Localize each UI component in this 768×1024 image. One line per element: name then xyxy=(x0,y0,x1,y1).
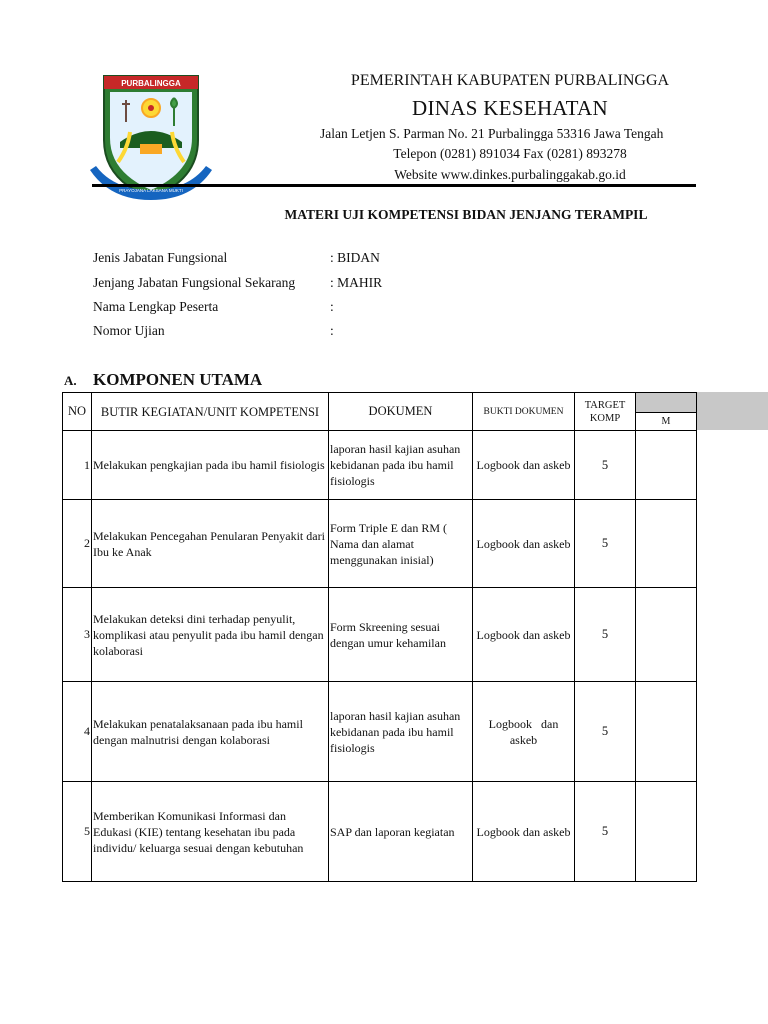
row-butir: Memberikan Komunikasi Informasi dan Edukasi (KIE) tentang kesehatan ibu pada individu/ keluarga sesuai dengan kebutuhan xyxy=(92,782,329,882)
field-value-nama-peserta: : xyxy=(330,299,334,314)
row-m-cell xyxy=(636,588,697,682)
header-dokumen: DOKUMEN xyxy=(329,393,473,431)
website: Website www.dinkes.purbalinggakab.go.id xyxy=(394,167,626,182)
header-no: NO xyxy=(63,393,92,431)
row-bukti: Logbook dan askeb xyxy=(473,431,575,500)
table-row xyxy=(63,588,697,682)
row-number: 1 xyxy=(63,431,92,500)
row-number: 3 xyxy=(63,588,92,682)
field-value-jenis-jabatan: : BIDAN xyxy=(330,250,380,265)
row-bukti: Logbook dan askeb xyxy=(473,588,575,682)
row-dokumen: laporan hasil kajian asuhan kebidanan pada ibu hamil fisiologis xyxy=(329,431,473,500)
row-bukti: Logbook dan askeb xyxy=(473,682,575,782)
logo-text: PURBALINGGA xyxy=(121,79,181,88)
address: Jalan Letjen S. Parman No. 21 Purbalingga 53316 Jawa Tengah xyxy=(320,126,664,141)
row-m-cell xyxy=(636,500,697,588)
row-target: 5 xyxy=(575,500,636,588)
field-label-jenis-jabatan: Jenis Jabatan Fungsional xyxy=(93,250,228,265)
table-row xyxy=(63,500,697,588)
row-butir: Melakukan penatalaksanaan pada ibu hamil dengan malnutrisi dengan kolaborasi xyxy=(92,682,329,782)
row-m-cell xyxy=(636,782,697,882)
header-target-komp: TARGET KOMP xyxy=(575,393,636,431)
header-divider xyxy=(92,184,696,187)
department-name: DINAS KESEHATAN xyxy=(412,96,608,120)
row-target: 5 xyxy=(575,682,636,782)
row-target: 5 xyxy=(575,782,636,882)
row-butir: Melakukan deteksi dini terhadap penyulit, komplikasi atau penyulit pada ibu hamil dengan kolaborasi xyxy=(92,588,329,682)
row-target: 5 xyxy=(575,431,636,500)
field-value-nomor-ujian: : xyxy=(330,323,334,338)
row-bukti: Logbook dan askeb xyxy=(473,500,575,588)
document-title: MATERI UJI KOMPETENSI BIDAN JENJANG TERAMPIL xyxy=(284,207,648,222)
row-bukti: Logbook dan askeb xyxy=(473,782,575,882)
row-butir: Melakukan pengkajian pada ibu hamil fisiologis xyxy=(92,431,329,500)
row-number: 2 xyxy=(63,500,92,588)
row-dokumen: Form Triple E dan RM ( Nama dan alamat menggunakan inisial) xyxy=(329,500,473,588)
row-number: 4 xyxy=(63,682,92,782)
field-value-jenjang-jabatan: : MAHIR xyxy=(330,275,383,290)
field-label-jenjang-jabatan: Jenjang Jabatan Fungsional Sekarang xyxy=(93,275,296,290)
phone-fax: Telepon (0281) 891034 Fax (0281) 893278 xyxy=(393,146,627,161)
header-bukti-dokumen: BUKTI DOKUMEN xyxy=(473,393,575,431)
table-row xyxy=(63,782,697,882)
header-blank xyxy=(636,393,697,413)
header-butir-kegiatan: BUTIR KEGIATAN/UNIT KOMPETENSI xyxy=(92,393,329,431)
row-m-cell xyxy=(636,682,697,782)
table-row xyxy=(63,682,697,782)
section-title: KOMPONEN UTAMA xyxy=(93,370,263,389)
row-m-cell xyxy=(636,431,697,500)
row-target: 5 xyxy=(575,588,636,682)
field-label-nama-peserta: Nama Lengkap Peserta xyxy=(93,299,219,314)
header-m: M xyxy=(636,413,697,431)
government-name: PEMERINTAH KABUPATEN PURBALINGGA xyxy=(350,72,670,89)
table-row xyxy=(63,431,697,500)
row-number: 5 xyxy=(63,782,92,882)
section-letter: A. xyxy=(64,373,77,388)
row-dokumen: laporan hasil kajian asuhan kebidanan pada ibu hamil fisiologis xyxy=(329,682,473,782)
row-dokumen: Form Skreening sesuai dengan umur kehamilan xyxy=(329,588,473,682)
logo-motto: PRAYOJANA LAKSANA MUKTI xyxy=(119,188,183,193)
competency-table xyxy=(62,392,697,882)
row-dokumen: SAP dan laporan kegiatan xyxy=(329,782,473,882)
field-label-nomor-ujian: Nomor Ujian xyxy=(93,323,165,338)
row-butir: Melakukan Pencegahan Penularan Penyakit dari Ibu ke Anak xyxy=(92,500,329,588)
